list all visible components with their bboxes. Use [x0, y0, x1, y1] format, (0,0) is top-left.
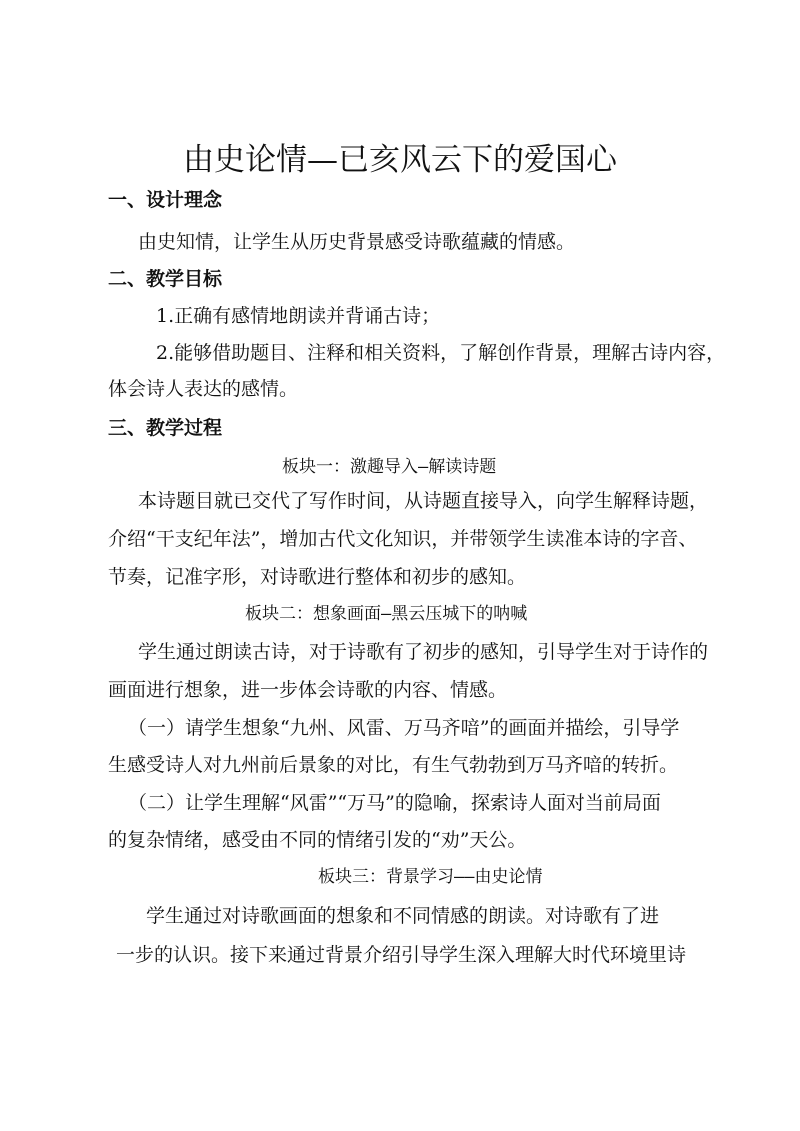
block-2-para-3-line-2: 的复杂情绪，感受由不同的情绪引发的“劝”天公。 [108, 829, 527, 851]
section-heading-teaching-goals: 二、教学目标 [108, 268, 223, 290]
block-2-para-1-line-2: 画面进行想象，进一步体会诗歌的内容、情感。 [108, 679, 508, 701]
block-2-title: 板块二：想象画面—黑云压城下的呐喊 [245, 604, 528, 624]
goal-item-1: 1.正确有感情地朗读并背诵古诗； [156, 305, 441, 327]
design-concept-paragraph: 由史知情，让学生从历史背景感受诗歌蕴藏的情感。 [138, 231, 576, 253]
block-1-line-2: 介绍“干支纪年法”，增加古代文化知识，并带领学生读准本诗的字音、 [108, 528, 698, 550]
block-2-para-1-line-1: 学生通过朗读古诗，对于诗歌有了初步的感知，引导学生对于诗作的 [138, 641, 709, 663]
block-3-title: 板块三：背景学习——由史论情 [318, 867, 543, 887]
section-heading-teaching-process: 三、教学过程 [108, 417, 223, 439]
block-2-para-2-line-1: （一）请学生想象“九州、风雷、万马齐喑”的画面并描绘，引导学 [128, 717, 680, 739]
block-2-para-3-line-1: （二）让学生理解“风雷”“万马”的隐喻，探索诗人面对当前局面 [128, 792, 661, 814]
block-3-line-2: 一步的认识。接下来通过背景介绍引导学生深入理解大时代环境里诗 [116, 944, 687, 966]
section-heading-design-concept: 一、设计理念 [108, 189, 223, 211]
goal-item-2-line-1: 2.能够借助题目、注释和相关资料，了解创作背景，理解古诗内容， [156, 342, 726, 364]
block-2-para-2-line-2: 生感受诗人对九州前后景象的对比，有生气勃勃到万马齐喑的转折。 [108, 754, 679, 776]
block-1-line-1: 本诗题目就已交代了写作时间，从诗题直接导入，向学生解释诗题， [138, 490, 709, 512]
block-3-line-1: 学生通过对诗歌画面的想象和不同情感的朗读。对诗歌有了进 [146, 905, 660, 927]
block-1-line-3: 节奏，记准字形，对诗歌进行整体和初步的感知。 [108, 566, 527, 588]
goal-item-2-line-2: 体会诗人表达的感情。 [108, 378, 299, 400]
document-title: 由史论情—已亥风云下的爱国心 [183, 142, 617, 178]
block-1-title: 板块一：激趣导入—解读诗题 [282, 457, 497, 477]
